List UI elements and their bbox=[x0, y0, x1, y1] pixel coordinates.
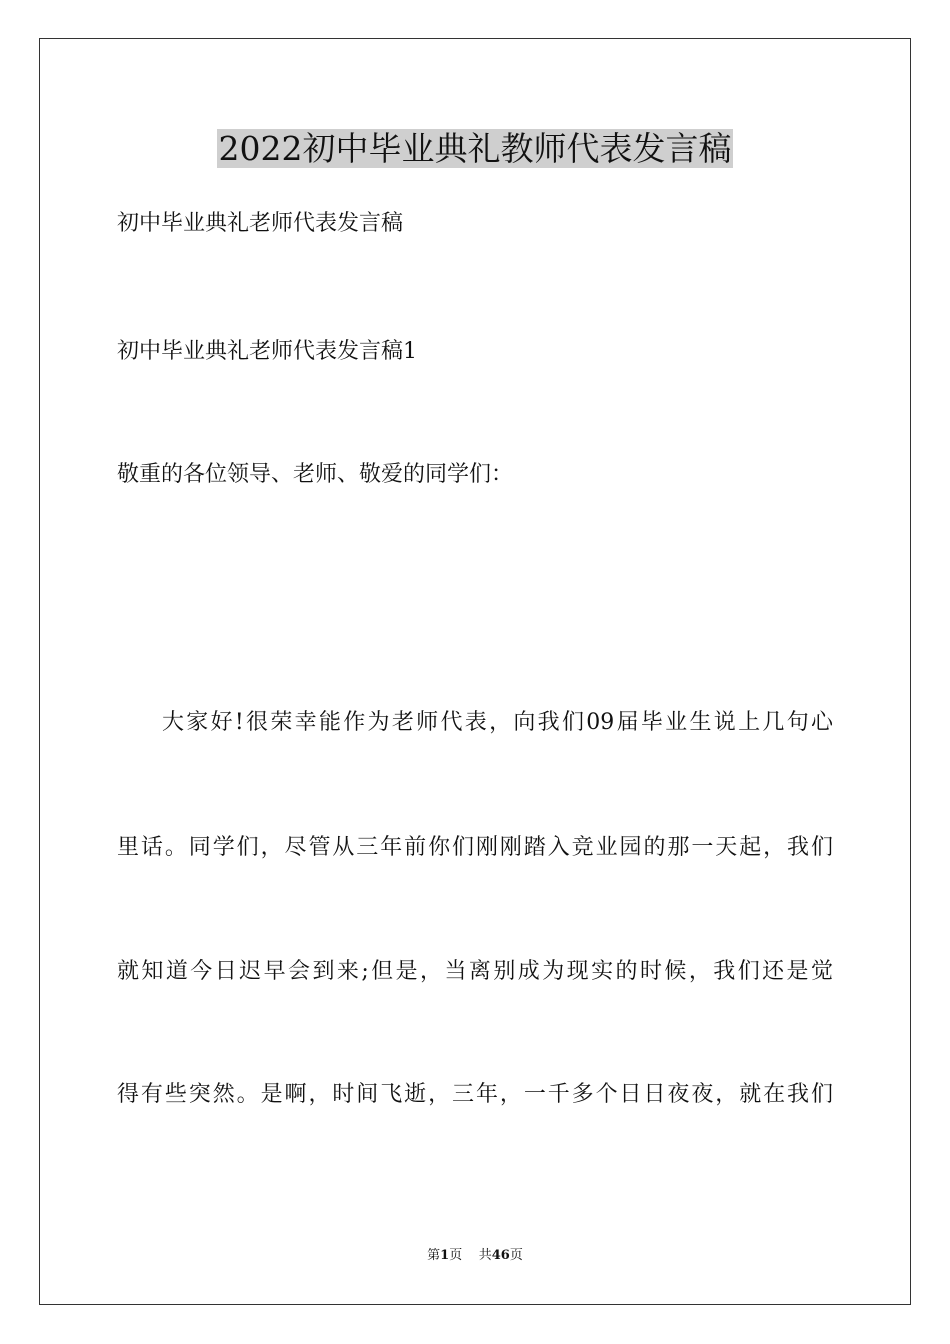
footer-page-prefix: 第 bbox=[427, 1248, 441, 1263]
footer-total-pages: 46 bbox=[491, 1248, 510, 1263]
section-heading-line: 初中毕业典礼老师代表发言稿1 bbox=[117, 339, 417, 364]
page-footer bbox=[0, 1247, 950, 1265]
footer-page-suffix: 页 bbox=[449, 1248, 463, 1263]
subtitle-line: 初中毕业典礼老师代表发言稿 bbox=[117, 211, 404, 236]
footer-page-number: 1 bbox=[440, 1248, 450, 1263]
body-line-4: 得有些突然。是啊，时间飞逝，三年，一千多个日日夜夜，就在我们 bbox=[117, 1082, 833, 1107]
footer-total-suffix: 页 bbox=[509, 1248, 523, 1263]
salutation-line: 敬重的各位领导、老师、敬爱的同学们： bbox=[117, 462, 514, 487]
body-line-1: 大家好!很荣幸能作为老师代表，向我们09届毕业生说上几句心 bbox=[162, 710, 833, 735]
body-line-2: 里话。同学们，尽管从三年前你们刚刚踏入竞业园的那一天起，我们 bbox=[117, 835, 833, 860]
document-title bbox=[0, 127, 950, 171]
document-title-text: 2022初中毕业典礼教师代表发言稿 bbox=[218, 129, 732, 168]
body-line-3: 就知道今日迟早会到来;但是，当离别成为现实的时候，我们还是觉 bbox=[117, 959, 833, 984]
footer-total-prefix: 共 bbox=[478, 1248, 492, 1263]
